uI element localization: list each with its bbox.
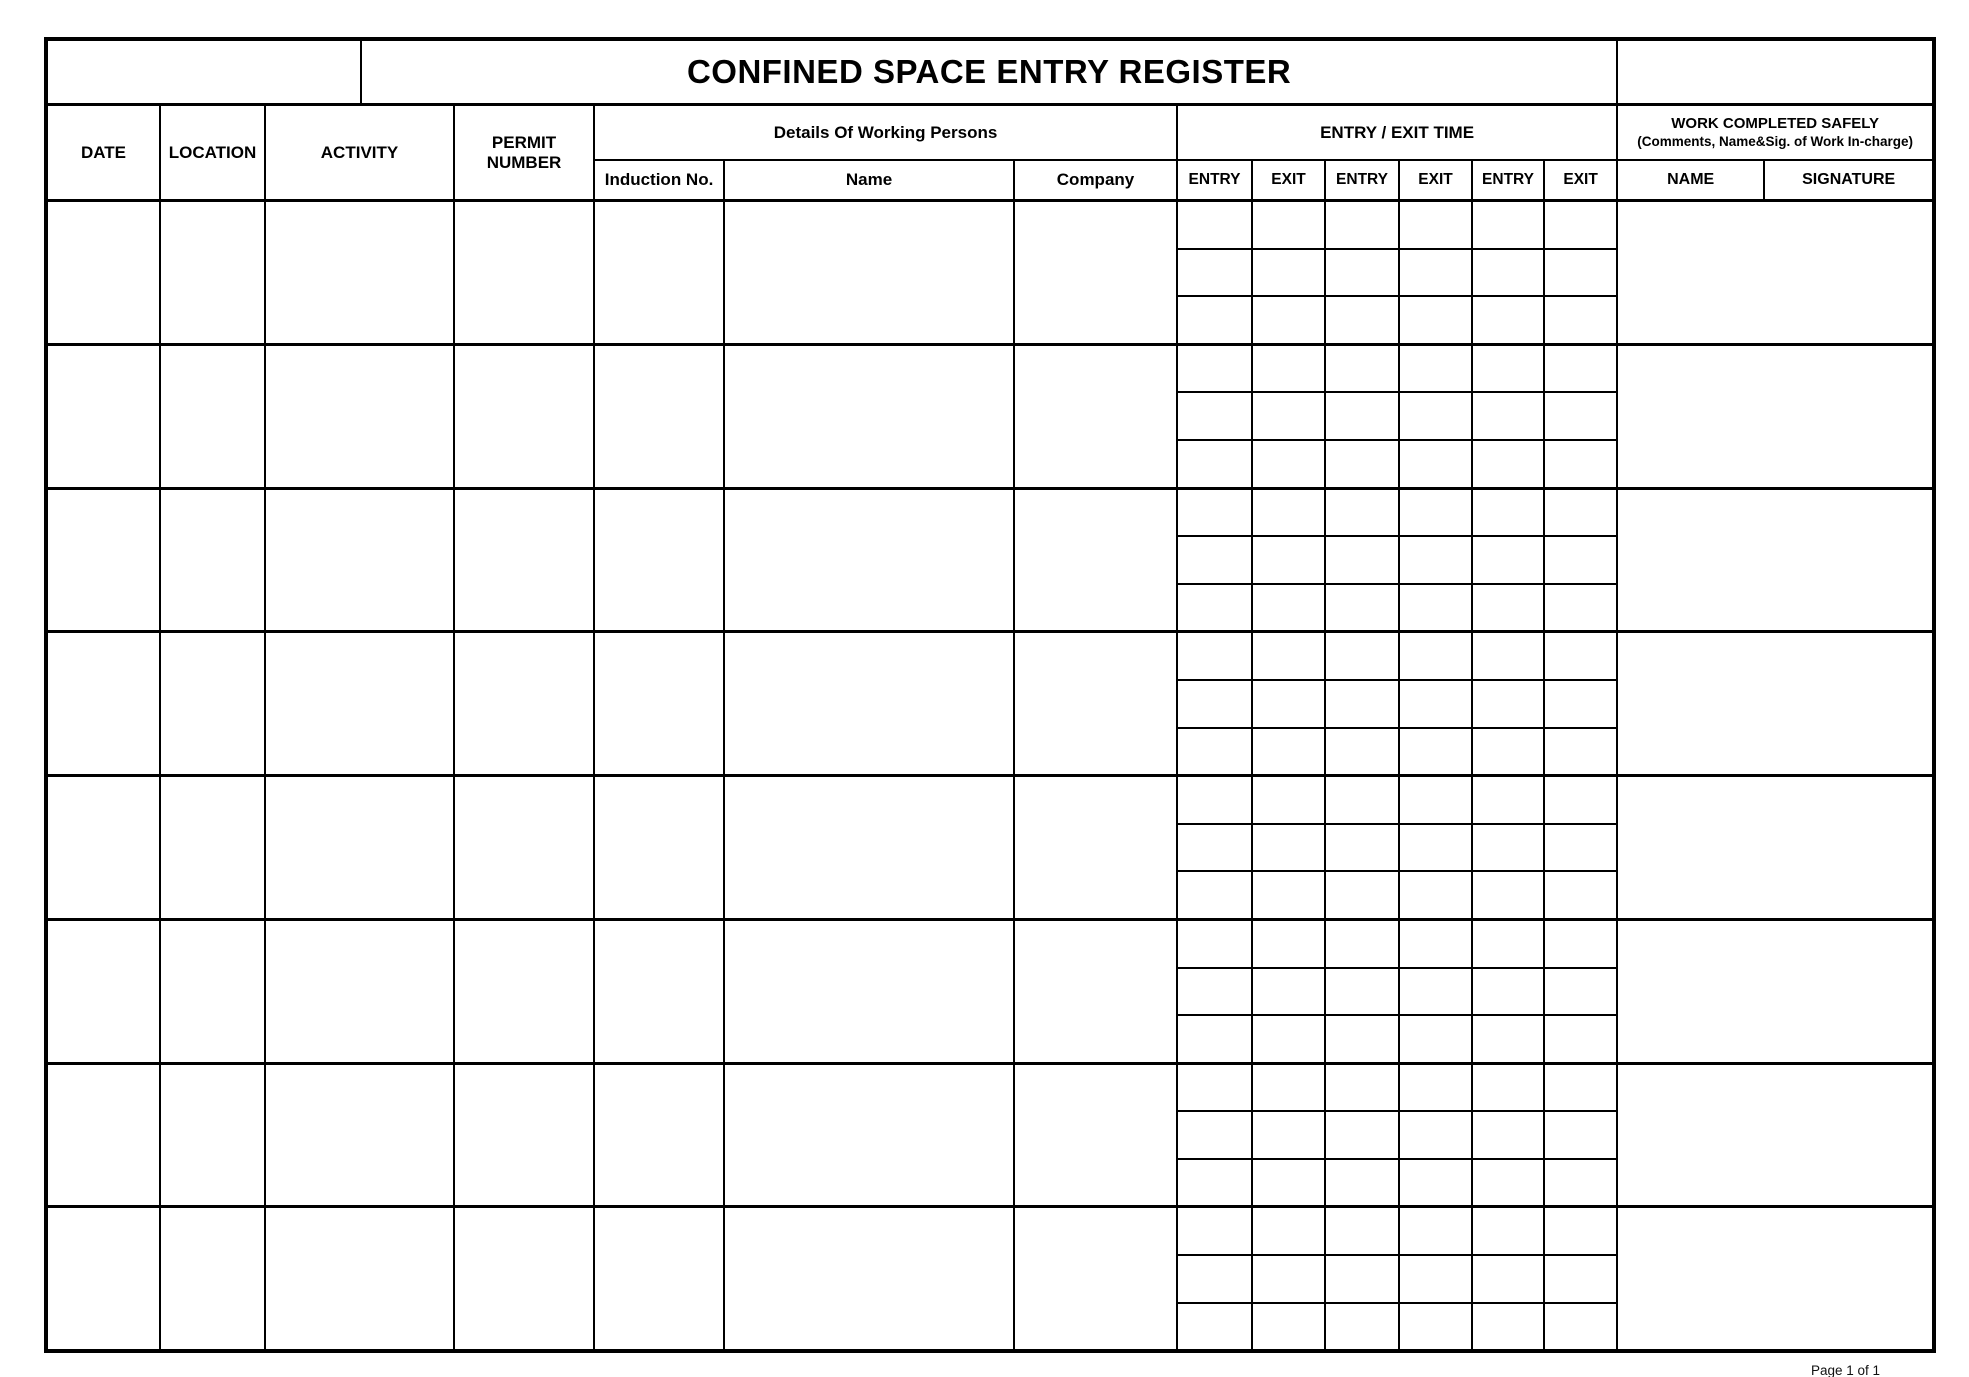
header-location: LOCATION xyxy=(160,105,265,201)
cell-entry-time xyxy=(1472,296,1544,344)
cell-exit-time xyxy=(1399,488,1472,536)
cell-work-completed xyxy=(1617,1207,1934,1351)
cell-exit-time xyxy=(1544,1063,1617,1111)
cell-exit-time xyxy=(1252,824,1325,872)
cell-exit-time xyxy=(1399,1063,1472,1111)
cell-location xyxy=(160,1063,265,1207)
cell-exit-time xyxy=(1252,1207,1325,1255)
cell-entry-time xyxy=(1177,728,1252,776)
cell-exit-time xyxy=(1252,536,1325,584)
cell-entry-time xyxy=(1472,776,1544,824)
cell-entry-time xyxy=(1325,440,1399,488)
title-row xyxy=(46,39,1934,105)
cell-entry-time xyxy=(1177,584,1252,632)
cell-exit-time xyxy=(1252,201,1325,249)
cell-work-completed xyxy=(1617,344,1934,488)
cell-exit-time xyxy=(1252,1255,1325,1303)
work-group-subtitle: (Comments, Name&Sig. of Work In-charge) xyxy=(1637,134,1914,150)
cell-entry-time xyxy=(1177,1111,1252,1159)
cell-exit-time xyxy=(1399,249,1472,297)
cell-entry-time xyxy=(1177,776,1252,824)
cell-exit-time xyxy=(1399,1207,1472,1255)
cell-exit-time xyxy=(1544,919,1617,967)
cell-entry-time xyxy=(1472,249,1544,297)
cell-entry-time xyxy=(1325,728,1399,776)
title-left-empty-cell xyxy=(46,39,361,105)
cell-exit-time xyxy=(1399,776,1472,824)
cell-name xyxy=(724,632,1014,776)
cell-location xyxy=(160,919,265,1063)
cell-date xyxy=(46,201,160,345)
cell-exit-time xyxy=(1252,776,1325,824)
cell-activity xyxy=(265,632,454,776)
cell-entry-time xyxy=(1325,1207,1399,1255)
cell-exit-time xyxy=(1399,392,1472,440)
cell-entry-time xyxy=(1325,1303,1399,1352)
cell-location xyxy=(160,1207,265,1351)
cell-permit-number xyxy=(454,1207,594,1351)
cell-exit-time xyxy=(1252,680,1325,728)
cell-entry-time xyxy=(1177,1255,1252,1303)
cell-exit-time xyxy=(1252,968,1325,1016)
cell-company xyxy=(1014,488,1177,632)
cell-name xyxy=(724,488,1014,632)
header-entry-1: ENTRY xyxy=(1177,160,1252,201)
cell-exit-time xyxy=(1544,249,1617,297)
cell-location xyxy=(160,632,265,776)
cell-exit-time xyxy=(1544,488,1617,536)
header-work-completed-group xyxy=(1617,105,1934,161)
register-body xyxy=(46,201,1934,1352)
cell-exit-time xyxy=(1544,1207,1617,1255)
cell-entry-time xyxy=(1177,680,1252,728)
cell-company xyxy=(1014,344,1177,488)
cell-exit-time xyxy=(1399,440,1472,488)
cell-exit-time xyxy=(1544,968,1617,1016)
cell-permit-number xyxy=(454,632,594,776)
cell-entry-time xyxy=(1472,919,1544,967)
cell-entry-time xyxy=(1177,1015,1252,1063)
header-entry-2: ENTRY xyxy=(1325,160,1399,201)
cell-work-completed xyxy=(1617,919,1934,1063)
cell-entry-time xyxy=(1177,1159,1252,1207)
cell-exit-time xyxy=(1544,344,1617,392)
cell-exit-time xyxy=(1544,728,1617,776)
cell-entry-time xyxy=(1325,680,1399,728)
cell-entry-time xyxy=(1472,632,1544,680)
cell-company xyxy=(1014,776,1177,920)
cell-exit-time xyxy=(1544,201,1617,249)
cell-entry-time xyxy=(1472,440,1544,488)
cell-entry-time xyxy=(1325,968,1399,1016)
cell-exit-time xyxy=(1399,1015,1472,1063)
cell-activity xyxy=(265,344,454,488)
cell-entry-time xyxy=(1177,632,1252,680)
cell-entry-time xyxy=(1325,201,1399,249)
cell-induction-no xyxy=(594,201,724,345)
header-details-group: Details Of Working Persons xyxy=(594,105,1177,161)
cell-exit-time xyxy=(1399,536,1472,584)
cell-exit-time xyxy=(1399,1255,1472,1303)
header-row-groups xyxy=(46,105,1934,161)
cell-entry-time xyxy=(1472,488,1544,536)
cell-entry-time xyxy=(1472,824,1544,872)
cell-entry-time xyxy=(1177,871,1252,919)
header-name: Name xyxy=(724,160,1014,201)
register-row xyxy=(46,488,1934,536)
cell-exit-time xyxy=(1544,680,1617,728)
cell-activity xyxy=(265,776,454,920)
register-row xyxy=(46,919,1934,967)
cell-exit-time xyxy=(1252,249,1325,297)
cell-exit-time xyxy=(1544,824,1617,872)
cell-entry-time xyxy=(1325,1111,1399,1159)
cell-exit-time xyxy=(1252,1015,1325,1063)
register-row xyxy=(46,1207,1934,1255)
cell-entry-time xyxy=(1325,1255,1399,1303)
cell-exit-time xyxy=(1252,632,1325,680)
cell-entry-time xyxy=(1177,201,1252,249)
cell-exit-time xyxy=(1399,201,1472,249)
header-activity: ACTIVITY xyxy=(265,105,454,201)
cell-induction-no xyxy=(594,919,724,1063)
cell-entry-time xyxy=(1325,1159,1399,1207)
cell-permit-number xyxy=(454,776,594,920)
cell-exit-time xyxy=(1252,1063,1325,1111)
cell-exit-time xyxy=(1544,392,1617,440)
cell-date xyxy=(46,919,160,1063)
cell-location xyxy=(160,776,265,920)
cell-entry-time xyxy=(1472,1111,1544,1159)
cell-work-completed xyxy=(1617,776,1934,920)
cell-name xyxy=(724,1063,1014,1207)
cell-entry-time xyxy=(1472,1207,1544,1255)
cell-activity xyxy=(265,488,454,632)
cell-entry-time xyxy=(1177,1063,1252,1111)
cell-entry-time xyxy=(1177,919,1252,967)
cell-induction-no xyxy=(594,776,724,920)
cell-exit-time xyxy=(1252,584,1325,632)
cell-entry-time xyxy=(1472,728,1544,776)
cell-exit-time xyxy=(1399,680,1472,728)
cell-induction-no xyxy=(594,1063,724,1207)
cell-entry-time xyxy=(1177,344,1252,392)
register-row xyxy=(46,201,1934,249)
cell-permit-number xyxy=(454,1063,594,1207)
cell-date xyxy=(46,1207,160,1351)
header-entry-3: ENTRY xyxy=(1472,160,1544,201)
cell-name xyxy=(724,201,1014,345)
cell-exit-time xyxy=(1544,584,1617,632)
register-row xyxy=(46,344,1934,392)
cell-exit-time xyxy=(1252,728,1325,776)
cell-exit-time xyxy=(1252,1159,1325,1207)
cell-name xyxy=(724,919,1014,1063)
register-row xyxy=(46,632,1934,680)
cell-exit-time xyxy=(1544,1255,1617,1303)
cell-entry-time xyxy=(1472,968,1544,1016)
cell-exit-time xyxy=(1399,919,1472,967)
confined-space-entry-register-table xyxy=(44,37,1936,1353)
cell-exit-time xyxy=(1544,871,1617,919)
cell-permit-number xyxy=(454,488,594,632)
cell-entry-time xyxy=(1177,1303,1252,1352)
cell-entry-time xyxy=(1177,249,1252,297)
cell-work-completed xyxy=(1617,201,1934,345)
cell-entry-time xyxy=(1325,488,1399,536)
header-work-signature: SIGNATURE xyxy=(1764,160,1934,201)
work-group-title: WORK COMPLETED SAFELY xyxy=(1671,114,1880,132)
cell-exit-time xyxy=(1544,1111,1617,1159)
cell-entry-time xyxy=(1472,1255,1544,1303)
cell-date xyxy=(46,488,160,632)
cell-date xyxy=(46,632,160,776)
cell-exit-time xyxy=(1252,488,1325,536)
cell-entry-time xyxy=(1472,392,1544,440)
cell-exit-time xyxy=(1544,296,1617,344)
cell-exit-time xyxy=(1399,632,1472,680)
cell-exit-time xyxy=(1252,871,1325,919)
register-row xyxy=(46,1063,1934,1111)
cell-exit-time xyxy=(1399,296,1472,344)
cell-entry-time xyxy=(1325,824,1399,872)
cell-exit-time xyxy=(1252,1111,1325,1159)
cell-entry-time xyxy=(1472,536,1544,584)
cell-entry-time xyxy=(1325,919,1399,967)
cell-exit-time xyxy=(1399,584,1472,632)
cell-exit-time xyxy=(1252,440,1325,488)
cell-work-completed xyxy=(1617,1063,1934,1207)
cell-exit-time xyxy=(1544,1159,1617,1207)
cell-exit-time xyxy=(1252,1303,1325,1352)
cell-induction-no xyxy=(594,344,724,488)
cell-entry-time xyxy=(1177,1207,1252,1255)
cell-work-completed xyxy=(1617,632,1934,776)
cell-company xyxy=(1014,201,1177,345)
cell-entry-time xyxy=(1325,344,1399,392)
cell-exit-time xyxy=(1252,344,1325,392)
cell-entry-time xyxy=(1177,536,1252,584)
cell-entry-time xyxy=(1325,776,1399,824)
document-page xyxy=(44,37,1932,1353)
cell-exit-time xyxy=(1399,1159,1472,1207)
cell-entry-time xyxy=(1325,1063,1399,1111)
header-induction-no: Induction No. xyxy=(594,160,724,201)
cell-entry-time xyxy=(1177,968,1252,1016)
cell-location xyxy=(160,344,265,488)
cell-exit-time xyxy=(1544,440,1617,488)
cell-entry-time xyxy=(1177,824,1252,872)
header-company: Company xyxy=(1014,160,1177,201)
cell-name xyxy=(724,344,1014,488)
cell-exit-time xyxy=(1399,344,1472,392)
cell-permit-number xyxy=(454,201,594,345)
cell-company xyxy=(1014,1063,1177,1207)
cell-induction-no xyxy=(594,488,724,632)
page-title: CONFINED SPACE ENTRY REGISTER xyxy=(361,39,1617,105)
cell-entry-time xyxy=(1472,1303,1544,1352)
cell-entry-time xyxy=(1325,871,1399,919)
cell-activity xyxy=(265,919,454,1063)
cell-entry-time xyxy=(1325,632,1399,680)
cell-entry-time xyxy=(1472,1063,1544,1111)
cell-entry-time xyxy=(1325,296,1399,344)
cell-entry-time xyxy=(1325,584,1399,632)
header-date: DATE xyxy=(46,105,160,201)
cell-entry-time xyxy=(1325,536,1399,584)
cell-induction-no xyxy=(594,632,724,776)
cell-exit-time xyxy=(1399,824,1472,872)
cell-exit-time xyxy=(1399,968,1472,1016)
header-permit-number: PERMIT NUMBER xyxy=(454,105,594,201)
cell-entry-time xyxy=(1472,344,1544,392)
page-number: Page 1 of 1 xyxy=(1811,1363,1881,1377)
cell-exit-time xyxy=(1544,1303,1617,1352)
cell-entry-time xyxy=(1472,871,1544,919)
cell-exit-time xyxy=(1399,1303,1472,1352)
cell-name xyxy=(724,776,1014,920)
cell-entry-time xyxy=(1325,392,1399,440)
cell-entry-time xyxy=(1325,249,1399,297)
cell-location xyxy=(160,488,265,632)
cell-exit-time xyxy=(1544,1015,1617,1063)
header-exit-1: EXIT xyxy=(1252,160,1325,201)
register-row xyxy=(46,776,1934,824)
header-exit-2: EXIT xyxy=(1399,160,1472,201)
cell-activity xyxy=(265,1063,454,1207)
cell-exit-time xyxy=(1544,632,1617,680)
cell-entry-time xyxy=(1472,201,1544,249)
cell-exit-time xyxy=(1544,776,1617,824)
cell-entry-time xyxy=(1177,296,1252,344)
cell-exit-time xyxy=(1399,1111,1472,1159)
cell-entry-time xyxy=(1472,680,1544,728)
cell-company xyxy=(1014,632,1177,776)
cell-activity xyxy=(265,201,454,345)
cell-name xyxy=(724,1207,1014,1351)
cell-entry-time xyxy=(1325,1015,1399,1063)
cell-exit-time xyxy=(1399,871,1472,919)
cell-induction-no xyxy=(594,1207,724,1351)
cell-entry-time xyxy=(1177,440,1252,488)
cell-entry-time xyxy=(1472,584,1544,632)
cell-work-completed xyxy=(1617,488,1934,632)
cell-date xyxy=(46,344,160,488)
cell-permit-number xyxy=(454,919,594,1063)
cell-entry-time xyxy=(1472,1159,1544,1207)
cell-date xyxy=(46,776,160,920)
cell-exit-time xyxy=(1252,919,1325,967)
cell-company xyxy=(1014,1207,1177,1351)
cell-location xyxy=(160,201,265,345)
cell-entry-time xyxy=(1177,392,1252,440)
header-entry-exit-group: ENTRY / EXIT TIME xyxy=(1177,105,1617,161)
cell-company xyxy=(1014,919,1177,1063)
cell-exit-time xyxy=(1399,728,1472,776)
cell-activity xyxy=(265,1207,454,1351)
cell-permit-number xyxy=(454,344,594,488)
header-work-name: NAME xyxy=(1617,160,1764,201)
cell-date xyxy=(46,1063,160,1207)
title-right-empty-cell xyxy=(1617,39,1934,105)
cell-entry-time xyxy=(1472,1015,1544,1063)
cell-entry-time xyxy=(1177,488,1252,536)
cell-exit-time xyxy=(1252,296,1325,344)
cell-exit-time xyxy=(1544,536,1617,584)
cell-exit-time xyxy=(1252,392,1325,440)
header-exit-3: EXIT xyxy=(1544,160,1617,201)
